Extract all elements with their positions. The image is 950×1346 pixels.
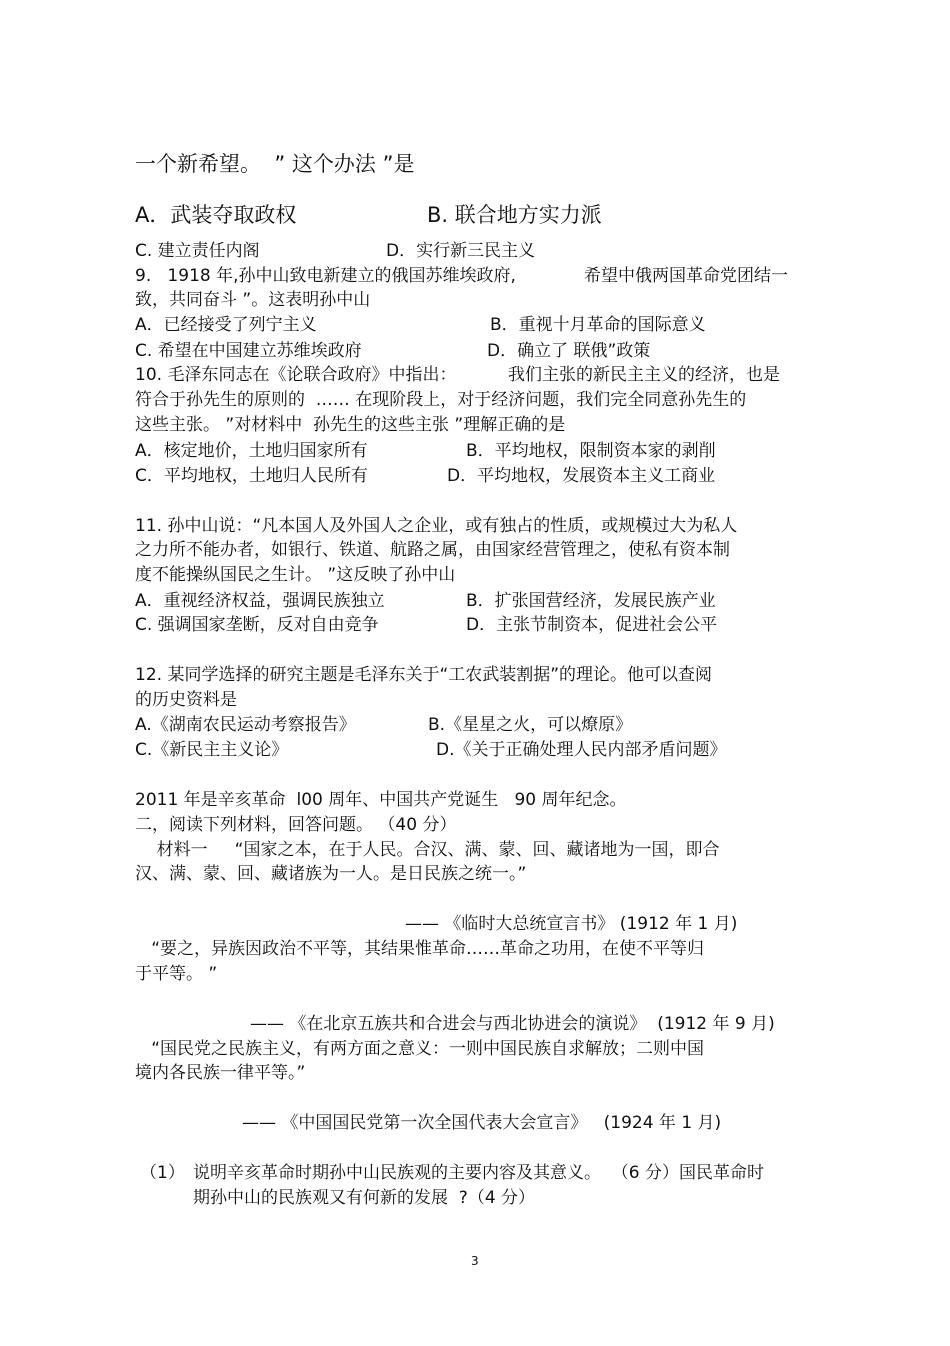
q10-option-d: D．平均地权，发展资本主义工商业 (447, 466, 716, 486)
q9-option-a: A．已经接受了列宁主义 (135, 315, 317, 335)
subquestion-line2: 期孙中山的民族观又有何新的发展 ?（4 分） (193, 1188, 536, 1208)
quote3-line2: 境内各民族一律平等。” (135, 1063, 306, 1083)
q12-option-b: B.《星星之火，可以燎原》 (428, 715, 633, 735)
q11-option-c: C. 强调国家垄断，反对自由竞争 (135, 615, 379, 635)
page-number: 3 (471, 1254, 479, 1268)
quote2-line1: “要之，异族因政治不平等，其结果惟革命……革命之功用，在使不平等归 (135, 939, 705, 959)
q12-stem-line1: 12. 某同学选择的研究主题是毛泽东关于“工农武装割据”的理论。他可以查阅 (135, 665, 713, 685)
quote3-source: —— 《中国国民党第一次全国代表大会宣言》 (1924 年 1 月) (242, 1113, 722, 1133)
q9-stem-line1a: 9. 1918 年,孙中山致电新建立的俄国苏维埃政府, (135, 266, 516, 286)
material1-line1: 材料一 “国家之本，在于人民。合汉、满、蒙、回、藏诸地为一国，即合 (135, 840, 720, 860)
part2-heading: 二，阅读下列材料，回答问题。 （40 分） (135, 815, 457, 835)
q9-option-d: D．确立了 联俄”政策 (487, 341, 651, 361)
q12-stem-line2: 的历史资料是 (135, 690, 237, 710)
q8-stem-continuation: 一个新希望。 ” 这个办法 ”是 (135, 152, 415, 176)
q12-option-d: D.《关于正确处理人民内部矛盾问题》 (436, 740, 727, 760)
q10-option-c: C．平均地权，土地归人民所有 (135, 466, 368, 486)
part2-intro: 2011 年是辛亥革命 l00 周年、中国共产党诞生 90 周年纪念。 (135, 790, 627, 810)
q11-option-a: A．重视经济权益，强调民族独立 (135, 591, 385, 611)
q10-stem-line2: 符合于孙先生的原则的 …… 在现阶段上，对于经济问题，我们完全同意孙先生的 (135, 390, 747, 410)
quote2-line2: 于平等。 ” (135, 964, 218, 984)
q10-option-a: A．核定地价，土地归国家所有 (135, 441, 368, 461)
q12-option-a: A.《湖南农民运动考察报告》 (135, 715, 356, 735)
q11-option-d: D．主张节制资本，促进社会公平 (466, 615, 718, 635)
q8-option-c: C. 建立责任内阁 (135, 241, 260, 261)
q10-option-b: B．平均地权，限制资本家的剥削 (466, 441, 716, 461)
q12-option-c: C.《新民主主义论》 (135, 740, 289, 760)
q10-stem-line1a: 10. 毛泽东同志在《论联合政府》中指出： (135, 365, 457, 385)
q8-option-b: B. 联合地方实力派 (427, 203, 602, 227)
material1-line2: 汉、满、蒙、回、藏诸族为一人。是日民族之统一。” (135, 864, 527, 884)
q10-stem-line1b: 我们主张的新民主主义的经济，也是 (508, 365, 780, 385)
q9-option-c: C. 希望在中国建立苏维埃政府 (135, 341, 362, 361)
subquestion-number: （1） (140, 1163, 185, 1183)
q11-stem-line3: 度不能操纵国民之生计。 ”这反映了孙中山 (135, 565, 456, 585)
subquestion-line1: 说明辛亥革命时期孙中山民族观的主要内容及其意义。 （6 分）国民革命时 (193, 1163, 765, 1183)
q11-stem-line1: 11. 孙中山说：“凡本国人及外国人之企业，或有独占的性质，或规模过大为私人 (135, 516, 738, 536)
quote2-source: —— 《在北京五族共和合进会与西北协进会的演说》 (1912 年 9 月) (250, 1014, 775, 1034)
quote3-line1: “国民党之民族主义，有两方面之意义：一则中国民族自求解放；二则中国 (135, 1039, 705, 1059)
q11-option-b: B．扩张国营经济，发展民族产业 (466, 591, 716, 611)
q8-option-d: D．实行新三民主义 (386, 241, 536, 261)
q9-stem-line1b: 希望中俄两国革命党团结一 (584, 266, 788, 286)
q11-stem-line2: 之力所不能办者，如银行、铁道、航路之属，由国家经营管理之，使私有资本制 (135, 540, 730, 560)
q9-stem-line2: 致，共同奋斗 ”。这表明孙中山 (135, 290, 371, 310)
q8-option-a: A．武装夺取政权 (135, 203, 297, 227)
q9-option-b: B．重视十月革命的国际意义 (490, 315, 706, 335)
material1-source: —— 《临时大总统宣言书》 (1912 年 1 月) (405, 914, 738, 934)
q10-stem-line3: 这些主张。 ”对材料中 孙先生的这些主张 ”理解正确的是 (135, 415, 566, 435)
